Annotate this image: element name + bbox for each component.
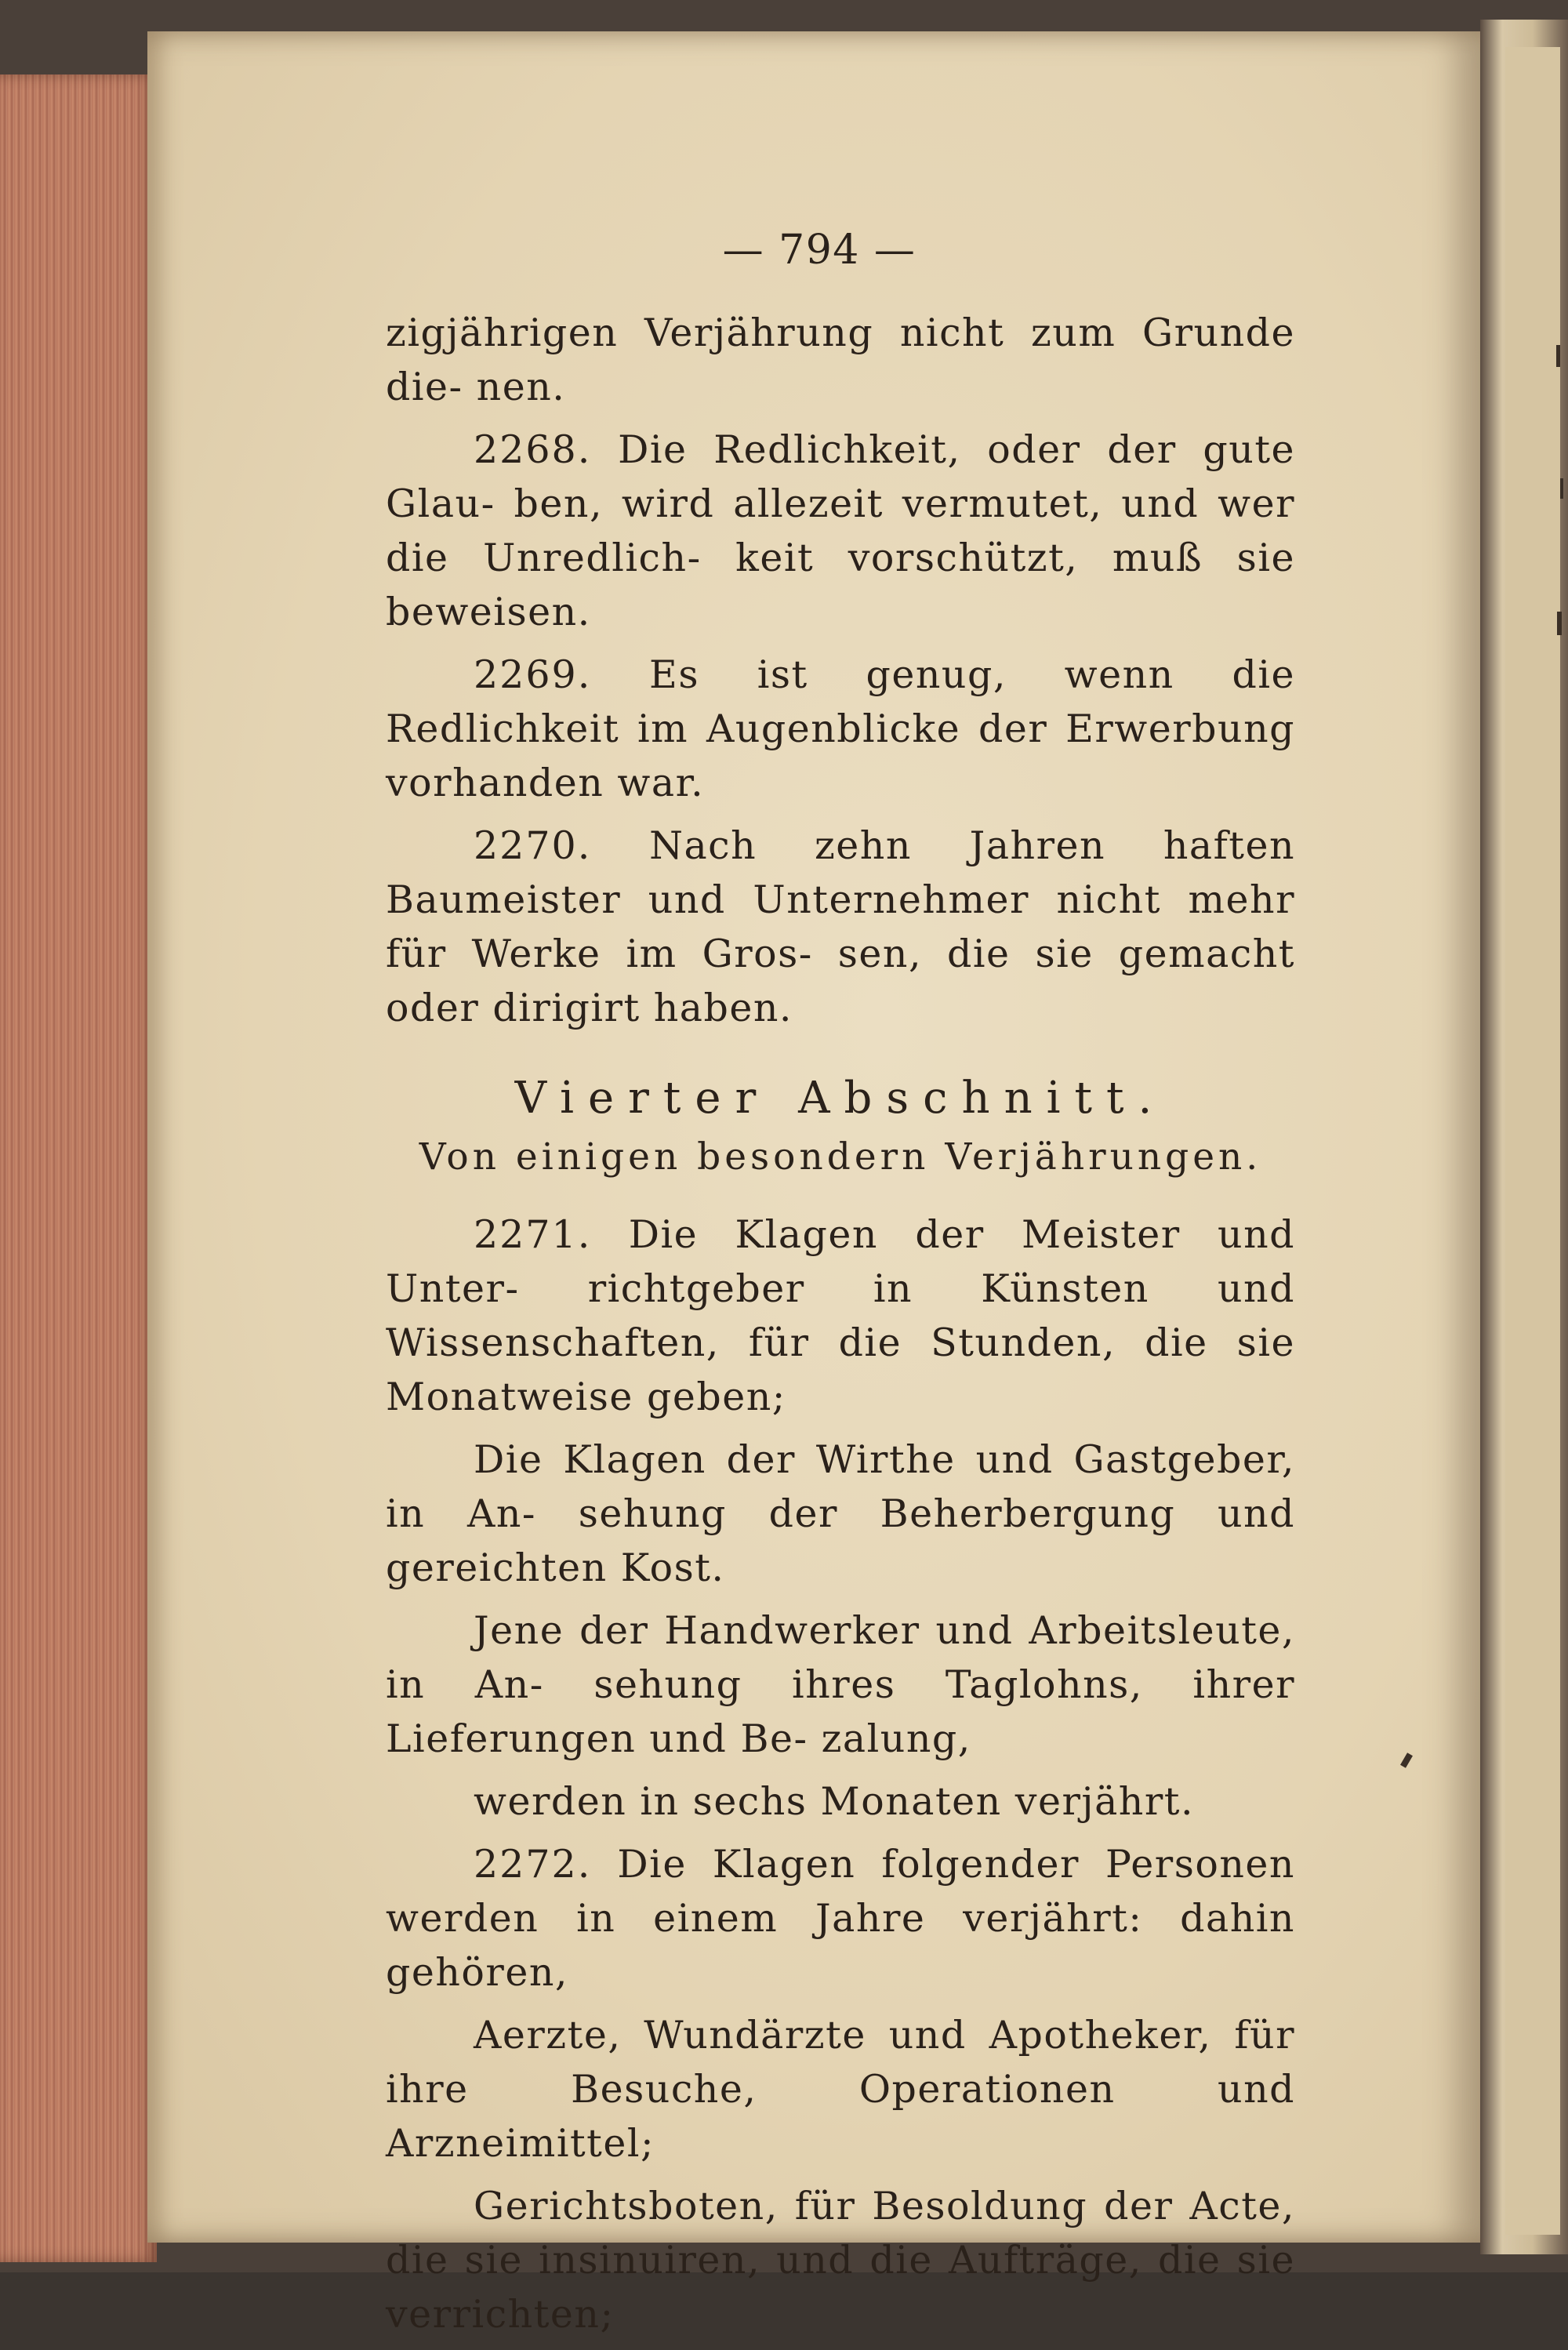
page-edges <box>0 74 157 2262</box>
article-text: Die Klagen der Meister und Unter- richtgeber in Künsten und Wissenschaften, für die Stunden, die sie Monatweise geben; <box>386 1212 1296 1419</box>
opening-fragment: zigjährigen Verjährung nicht zum Grunde die- nen. <box>386 311 1295 409</box>
article-number: 2272. <box>474 1842 592 1887</box>
ink-speck <box>1560 478 1563 499</box>
article-number: 2269. <box>474 652 592 697</box>
article-text: Es ist genug, wenn die Redlichkeit im Augenblicke der Erwerbung vorhanden war. <box>386 652 1296 805</box>
article-2268 <box>386 423 1295 639</box>
facing-page <box>1505 47 1560 2235</box>
ink-speck <box>1556 345 1560 367</box>
article-2272-paragraph: Aerzte, Wundärzte und Apotheker, für ihre Besuche, Operationen und Arzneimittel; <box>386 2013 1295 2166</box>
article-2271-paragraph: Jene der Handwerker und Arbeitsleute, in An- sehung ihres Taglohns, ihrer Lieferungen und Be- zalung, <box>386 1608 1295 1761</box>
article-2271-paragraph: werden in sechs Monaten verjährt. <box>474 1779 1195 1824</box>
page-number: — 794 — <box>722 227 916 274</box>
page-body <box>386 306 1295 2350</box>
article-text: Die Redlichkeit, oder der gute Glau- ben, wird allezeit vermutet, und wer die Unredlich- keit vorschützt, muß sie beweisen. <box>386 427 1296 634</box>
article-2271 <box>386 1208 1295 1424</box>
article-2271-paragraph: Die Klagen der Wirthe und Gastgeber, in An- sehung der Beherbergung und gereichten Kost. <box>386 1437 1295 1590</box>
ink-speck <box>1557 612 1562 635</box>
section-title: Vierter Abschnitt. <box>514 1073 1167 1124</box>
article-2272 <box>386 1837 1295 1999</box>
article-text: Nach zehn Jahren haften Baumeister und Unternehmer nicht mehr für Werke im Gros- sen, die sie gemacht oder dirigirt haben. <box>386 823 1296 1030</box>
article-2272-paragraph: Gerichtsboten, für Besoldung der Acte, die sie insinuiren, und die Aufträge, die sie verrichten; <box>386 2184 1295 2337</box>
article-number: 2271. <box>474 1212 592 1257</box>
section-subtitle: Von einigen besondern Verjährungen. <box>419 1135 1262 1179</box>
article-2270 <box>386 819 1295 1035</box>
article-number: 2268. <box>474 427 592 472</box>
article-2269 <box>386 648 1295 810</box>
article-text: Die Klagen folgender Personen werden in einem Jahre verjährt: dahin gehören, <box>386 1842 1295 1995</box>
article-number: 2270. <box>474 823 592 868</box>
